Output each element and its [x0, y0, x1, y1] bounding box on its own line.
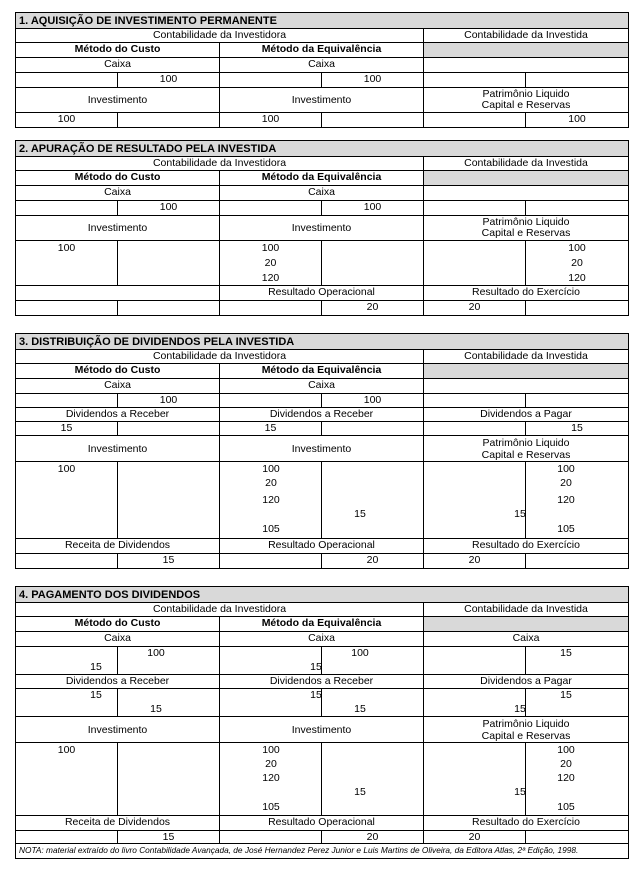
- dividendos-pagar-label: Dividendos a Pagar: [423, 675, 628, 688]
- caixa-credit: 100: [321, 201, 423, 215]
- investimento-debit: 100: [57, 113, 76, 125]
- caixa-credits: 100: [117, 647, 219, 674]
- dividendos-debits: 15: [219, 689, 321, 716]
- dividendos-pagar-label: Dividendos a Pagar: [423, 408, 628, 421]
- shaded-cell: [423, 364, 628, 378]
- shaded-cell: [423, 43, 628, 57]
- pl-credits: 100 20 120 105: [525, 743, 628, 815]
- dividendos-debits: 15: [90, 689, 102, 701]
- investimento-debit: 100: [219, 113, 321, 127]
- investimento-label: Investimento: [87, 443, 148, 455]
- resultado-exercicio-label: Resultado do Exercício: [423, 539, 628, 553]
- metodo-custo-header: Método do Custo: [74, 171, 161, 183]
- receita-dividendos-credit: 15: [117, 554, 219, 568]
- caixa-credit: 100: [117, 73, 219, 87]
- receita-dividendos-label: Receita de Dividendos: [64, 539, 171, 551]
- investimento-balance: 105: [262, 801, 280, 813]
- pl-balance: 105: [557, 523, 575, 535]
- resultado-exercicio-label: Resultado do Exercício: [423, 816, 628, 830]
- caixa-credit: 100: [117, 394, 219, 407]
- pl-credits: 100 20 120: [525, 241, 628, 285]
- footnote: NOTA: material extraído do livro Contabilidade Avançada, de José Hernandez Perez Junior e Luis Martins de Oliveira, da Editora Atlas, 2ª Edição, 1998.: [19, 845, 579, 855]
- caixa-label: Caixa: [219, 58, 423, 72]
- investida-header: Contabilidade da Investida: [423, 603, 628, 616]
- section-title: 1. AQUISIÇÃO DE INVESTIMENTO PERMANENTE: [16, 13, 628, 29]
- investidora-header: Contabilidade da Investidora: [152, 603, 287, 615]
- shaded-cell: [423, 171, 628, 185]
- dividendos-credits: 15: [117, 689, 219, 716]
- investimento-debit: 100: [57, 744, 76, 756]
- pl-label: Patrimônio Liquido Capital e Reservas: [423, 216, 628, 240]
- resultado-op-credit: 20: [321, 301, 423, 315]
- caixa-debits: 15: [219, 647, 321, 674]
- dividendos-pagar-credits: 15: [525, 689, 628, 716]
- investimento-label: Investimento: [219, 88, 423, 112]
- dividendos-receber-label: Dividendos a Receber: [65, 408, 170, 420]
- resultado-ex-debit: 20: [423, 301, 525, 315]
- dividendos-pagar-credit: 15: [525, 422, 628, 435]
- investimento-label: Investimento: [87, 222, 148, 234]
- investimento-debits: 100 20 120 105: [219, 462, 321, 538]
- investimento-label: Investimento: [219, 436, 423, 461]
- metodo-equivalencia-header: Método da Equivalência: [219, 171, 423, 185]
- investidora-header: Contabilidade da Investidora: [152, 350, 287, 362]
- dividendos-credits: 15: [321, 689, 423, 716]
- resultado-ex-debit: 20: [423, 831, 525, 843]
- metodo-equivalencia-header: Método da Equivalência: [219, 617, 423, 631]
- metodo-custo-header: Método do Custo: [74, 617, 161, 629]
- resultado-op-credit: 20: [321, 554, 423, 568]
- investida-header: Contabilidade da Investida: [423, 157, 628, 170]
- pl-debits: 15: [423, 743, 525, 815]
- pl-credit: 100: [525, 113, 628, 127]
- caixa-label: Caixa: [219, 186, 423, 200]
- pl-debits: 15: [423, 462, 525, 538]
- caixa-credit: 100: [321, 73, 423, 87]
- caixa-credit: 100: [321, 394, 423, 407]
- dividendos-debit: 15: [60, 422, 73, 434]
- section-pagamento: [15, 586, 629, 859]
- investimento-debit: 100: [57, 463, 76, 475]
- dividendos-receber-label: Dividendos a Receber: [219, 675, 423, 688]
- investimento-credits: 15: [321, 743, 423, 815]
- investimento-debits: 100 20 120 105: [219, 743, 321, 815]
- pl-label: Patrimônio Liquido Capital e Reservas: [423, 436, 628, 461]
- pl-credits: 100 20 120 105: [525, 462, 628, 538]
- resultado-operacional-label: Resultado Operacional: [219, 539, 423, 553]
- metodo-custo-header: Método do Custo: [74, 43, 161, 55]
- investimento-debits: 100 20 120: [219, 241, 321, 285]
- metodo-equivalencia-header: Método da Equivalência: [219, 364, 423, 378]
- caixa-label: Caixa: [104, 632, 131, 644]
- section-title: 3. DISTRIBUIÇÃO DE DIVIDENDOS PELA INVESTIDA: [16, 334, 628, 350]
- shaded-cell: [423, 617, 628, 631]
- dividendos-pagar-debits: 15: [423, 689, 525, 716]
- resultado-exercicio-label: Resultado do Exercício: [423, 286, 628, 300]
- section-distribuicao: [15, 333, 629, 569]
- resultado-op-credit: 20: [321, 831, 423, 843]
- resultado-operacional-label: Resultado Operacional: [219, 816, 423, 830]
- metodo-custo-header: Método do Custo: [74, 364, 161, 376]
- caixa-credits: 15: [525, 647, 628, 674]
- caixa-credits: 100: [321, 647, 423, 674]
- pl-label: Patrimônio Liquido Capital e Reservas: [423, 717, 628, 742]
- caixa-label: Caixa: [104, 58, 131, 70]
- investida-header: Contabilidade da Investida: [423, 350, 628, 363]
- receita-dividendos-label: Receita de Dividendos: [64, 816, 171, 828]
- investidora-header: Contabilidade da Investidora: [152, 157, 287, 169]
- pl-label: Patrimônio Liquido Capital e Reservas: [423, 88, 628, 112]
- caixa-label: Caixa: [104, 379, 131, 391]
- resultado-ex-debit: 20: [423, 554, 525, 568]
- caixa-label: Caixa: [423, 632, 628, 646]
- investimento-label: Investimento: [219, 717, 423, 742]
- investimento-label: Investimento: [219, 216, 423, 240]
- resultado-operacional-label: Resultado Operacional: [219, 286, 423, 300]
- investida-header: Contabilidade da Investida: [423, 29, 628, 42]
- caixa-label: Caixa: [104, 186, 131, 198]
- investimento-label: Investimento: [87, 724, 148, 736]
- metodo-equivalencia-header: Método da Equivalência: [219, 43, 423, 57]
- investimento-credits: 15: [321, 462, 423, 538]
- receita-dividendos-credit: 15: [117, 831, 219, 843]
- caixa-label: Caixa: [219, 379, 423, 393]
- dividendos-debit: 15: [219, 422, 321, 435]
- section-apuracao: [15, 140, 629, 316]
- investimento-label: Investimento: [87, 94, 148, 106]
- dividendos-receber-label: Dividendos a Receber: [65, 675, 170, 687]
- caixa-credit: 100: [117, 201, 219, 215]
- investimento-debit: 100: [57, 242, 76, 254]
- investidora-header: Contabilidade da Investidora: [152, 29, 287, 41]
- section-title: 4. PAGAMENTO DOS DIVIDENDOS: [16, 587, 628, 603]
- dividendos-receber-label: Dividendos a Receber: [219, 408, 423, 421]
- caixa-label: Caixa: [219, 632, 423, 646]
- caixa-debits: 15: [90, 661, 102, 673]
- section-aquisicao: [15, 12, 629, 128]
- pl-balance: 105: [557, 801, 575, 813]
- investimento-balance: 105: [262, 523, 280, 535]
- section-title: 2. APURAÇÃO DE RESULTADO PELA INVESTIDA: [16, 141, 628, 157]
